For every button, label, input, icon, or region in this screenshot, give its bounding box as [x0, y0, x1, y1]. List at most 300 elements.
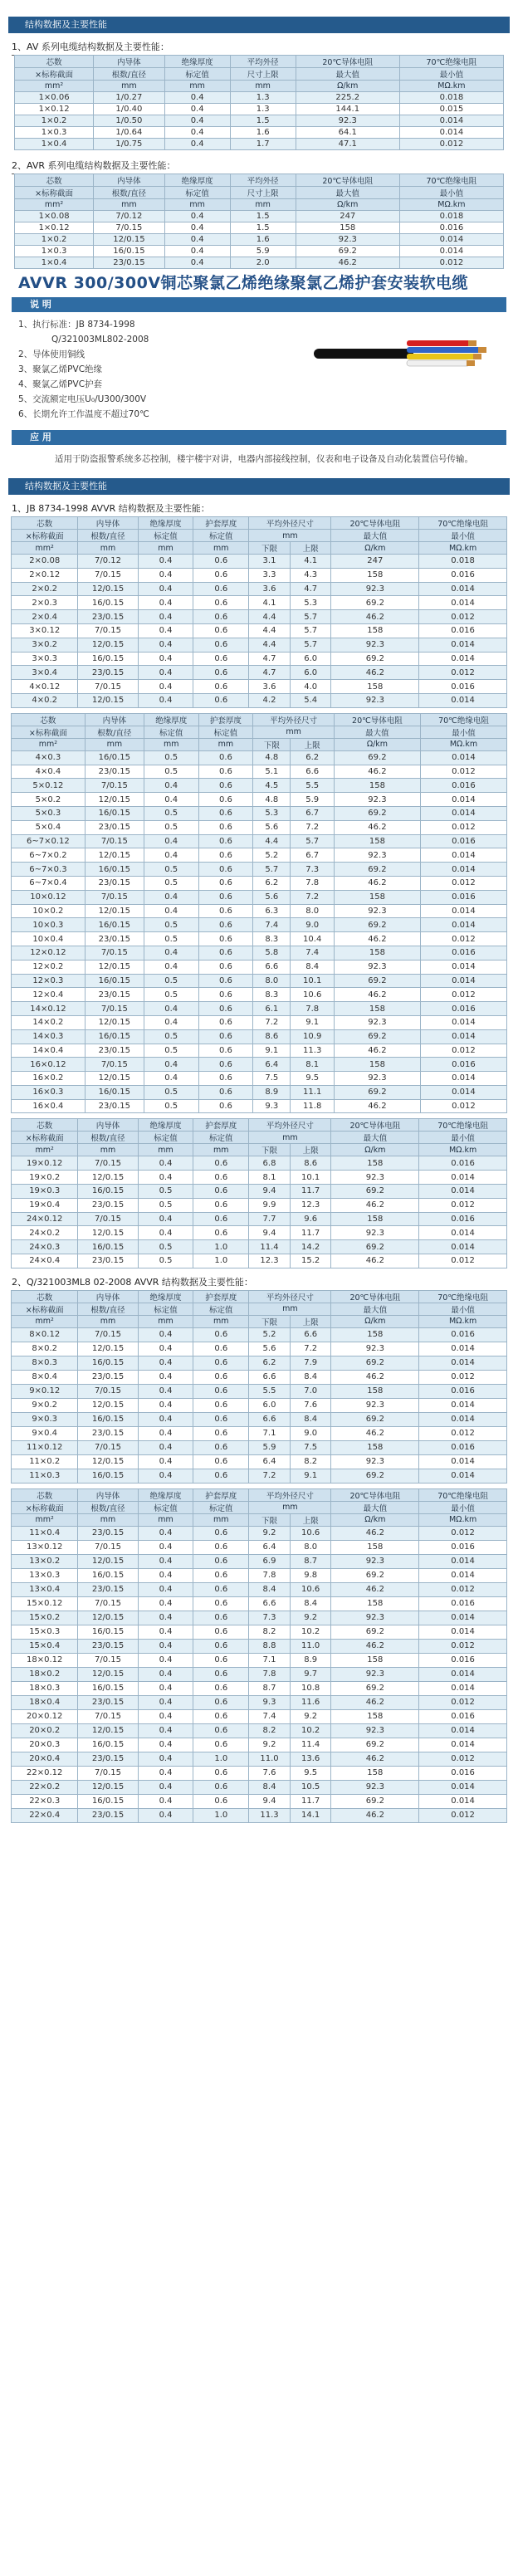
- table-cell: 0.016: [420, 1058, 506, 1072]
- table-cell: 7/0.15: [85, 1002, 144, 1016]
- table-cell: 92.3: [331, 638, 419, 652]
- table-cell: 0.4: [144, 1015, 198, 1029]
- table-cell: 4×0.2: [12, 693, 78, 707]
- table-cell: 9.4: [249, 1185, 291, 1199]
- table-row: [12, 960, 507, 974]
- table-cell: 19×0.3: [12, 1185, 78, 1199]
- table-cell: 8.7: [249, 1681, 291, 1695]
- table-cell: 0.4: [138, 1766, 193, 1780]
- table-cell: 14×0.4: [12, 1044, 86, 1058]
- table-cell: 9.5: [290, 1766, 331, 1780]
- table-cell: 4.3: [290, 568, 331, 582]
- table-cell: 19×0.2: [12, 1171, 78, 1185]
- table-cell: 0.012: [419, 1370, 507, 1384]
- table-row: [12, 596, 507, 610]
- av-table: 芯数 内导体 绝缘厚度 平均外径 20℃导体电阻 70℃绝缘电阻 ×标称截面 根数/直径 标定值 尺寸上限 最大值 最小值 mm² mm mm mm Ω/km MΩ.km 1×0.06 1/0.27 0.4 1.3 225.2 0.018 1×0.12 1/0.40 0.4 1.3 144.1 0.015 1×0.2 1/0.50 0.4 1.5 92.3 0.014 1×0.3 1/0.64 0.4 1.6 64.1 0.014 1×0.4 1/0.75 0.4 1.7 47.1 0.012: [14, 55, 504, 150]
- table-cell: 6.2: [291, 750, 335, 765]
- table-cell: 6.9: [249, 1554, 291, 1568]
- table-row: [12, 1342, 507, 1356]
- table-cell: 46.2: [334, 1044, 420, 1058]
- table-cell: 0.6: [198, 1044, 253, 1058]
- spec-item: 6、长期允许工作温度不超过70℃: [18, 409, 149, 419]
- table-cell: 0.4: [138, 1780, 193, 1794]
- table-cell: 16/0.15: [78, 652, 138, 666]
- table-cell: 0.014: [420, 806, 506, 820]
- table-cell: 7/0.15: [85, 1058, 144, 1072]
- table-cell: 4×0.3: [12, 750, 86, 765]
- table-cell: 0.6: [193, 1469, 249, 1483]
- table-cell: 0.6: [193, 1342, 249, 1356]
- table-cell: 7.3: [249, 1611, 291, 1625]
- table-cell: 9×0.2: [12, 1398, 78, 1412]
- table-cell: 0.012: [419, 1526, 507, 1540]
- table-cell: 0.012: [420, 1099, 506, 1113]
- table-cell: 0.6: [198, 834, 253, 848]
- table-cell: 12/0.15: [85, 1015, 144, 1029]
- table-cell: 0.014: [419, 1681, 507, 1695]
- spec-item: 1、执行标准：JB 8734-1998: [18, 320, 135, 330]
- table-cell: 1×0.08: [15, 211, 94, 222]
- table-cell: 0.6: [193, 1794, 249, 1808]
- table-cell: 1/0.75: [94, 139, 164, 150]
- table-cell: 6.2: [253, 876, 291, 890]
- table-cell: 0.6: [193, 1582, 249, 1596]
- table-cell: 158: [334, 834, 420, 848]
- table-cell: 12/0.15: [78, 1398, 138, 1412]
- table-cell: 158: [331, 1766, 419, 1780]
- table-cell: 3×0.4: [12, 666, 78, 680]
- table-cell: 9×0.4: [12, 1426, 78, 1440]
- table-cell: 92.3: [331, 1667, 419, 1681]
- table-cell: 0.4: [138, 1540, 193, 1554]
- spec-table: 芯数 内导体 绝缘厚度 护套厚度 平均外径尺寸 20℃导体电阻 70℃绝缘电阻 ×标称截面 根数/直径 标定值 标定值 mm 最大值 最小值 mm² mm mm mm 下限 上限 Ω/km MΩ.km 2×0.08 7/0.12 0.4 0.6 3.1 4.1 247 0.018 2×0.12 7/0.15 0.4 0.6 3.3 4.3 158 0.016 2×0.2 12/0.15 0.4 0.6 3.6 4.7 92.3 0.014 2×0.3 16/0.15 0.4 0.6 4.1 5.3 69.2 0.014 2×0.4 23/0.15 0.4 0.6 4.4 5.7 46.2 0.012 3×0.12 7/0.15 0.4 0.6 4.4 5.7 158 0.016 3×0.2 12/0.15 0.4 0.6 4.4 5.7 92.3 0.014 3×0.3 16/0.15 0.4 0.6 4.7 6.0 69.2 0.014 3×0.4 23/0.15 0.4 0.6 4.7 6.0 46.2 0.012 4×0.12 7/0.15 0.4 0.6 3.6 4.0 158 0.016 4×0.2 12/0.15 0.4 0.6 4.2 5.4 92.3 0.014: [11, 516, 507, 708]
- table-cell: 9.5: [291, 1072, 335, 1086]
- table-cell: 20×0.3: [12, 1738, 78, 1752]
- table-cell: 0.014: [419, 1342, 507, 1356]
- table-cell: 7/0.15: [94, 222, 164, 234]
- table-cell: 6~7×0.3: [12, 863, 86, 877]
- table-cell: 23/0.15: [78, 1526, 138, 1540]
- table-cell: 0.6: [193, 1156, 249, 1171]
- table-cell: 4.2: [249, 693, 291, 707]
- table-row: [12, 1212, 507, 1226]
- table-cell: 5.5: [249, 1384, 291, 1398]
- table-cell: 0.014: [419, 1723, 507, 1738]
- table-cell: 69.2: [331, 1568, 419, 1582]
- table-row: [12, 1398, 507, 1412]
- table-row: [12, 1568, 507, 1582]
- table-row: [12, 1780, 507, 1794]
- table-cell: 6.0: [290, 652, 331, 666]
- table-cell: 15×0.4: [12, 1639, 78, 1653]
- table-cell: 0.4: [138, 1156, 193, 1171]
- table-cell: 0.4: [144, 1058, 198, 1072]
- table-cell: 6.6: [290, 1327, 331, 1342]
- table-cell: 16/0.15: [78, 1412, 138, 1426]
- table-cell: 4.4: [253, 834, 291, 848]
- table-cell: 10.2: [290, 1723, 331, 1738]
- table-cell: 0.6: [198, 793, 253, 807]
- table-cell: 0.4: [138, 1625, 193, 1639]
- table-cell: 0.4: [164, 139, 230, 150]
- table-cell: 10×0.3: [12, 918, 86, 932]
- table-cell: 0.4: [138, 568, 193, 582]
- table-cell: 0.014: [419, 1412, 507, 1426]
- table-cell: 7/0.15: [78, 623, 138, 638]
- table-cell: 69.2: [334, 806, 420, 820]
- table-cell: 5×0.12: [12, 779, 86, 793]
- table-cell: 0.6: [193, 1596, 249, 1611]
- table-cell: 0.6: [193, 1653, 249, 1667]
- table-cell: 0.5: [144, 876, 198, 890]
- spec-item: 2、导体使用铜线: [18, 349, 86, 359]
- table-cell: 0.6: [198, 932, 253, 946]
- table-cell: 1.5: [230, 115, 296, 127]
- table-cell: 0.014: [399, 234, 503, 246]
- table-cell: 0.4: [138, 1611, 193, 1625]
- table-cell: 6.7: [291, 848, 335, 863]
- table-cell: 0.6: [193, 1198, 249, 1212]
- table-cell: 0.012: [419, 1639, 507, 1653]
- table-cell: 225.2: [296, 92, 399, 104]
- table-row: [12, 848, 507, 863]
- table-cell: 16/0.15: [78, 1469, 138, 1483]
- table-cell: 8.4: [290, 1596, 331, 1611]
- table-cell: 16/0.15: [78, 1625, 138, 1639]
- table-cell: 0.4: [138, 1454, 193, 1469]
- spec-table: 芯数 内导体 绝缘厚度 护套厚度 平均外径尺寸 20℃导体电阻 70℃绝缘电阻 ×标称截面 根数/直径 标定值 标定值 mm 最大值 最小值 mm² mm mm mm 下限 上限 Ω/km MΩ.km 11×0.4 23/0.15 0.4 0.6 9.2 10.6 46.2 0.012 13×0.12 7/0.15 0.4 0.6 6.4 8.0 158 0.016 13×0.2 12/0.15 0.4 0.6 6.9 8.7 92.3 0.014 13×0.3 16/0.15 0.4 0.6 7.8 9.8 69.2 0.014 13×0.4 23/0.15 0.4 0.6 8.4 10.6 46.2 0.012 15×0.12 7/0.15 0.4 0.6 6.6 8.4 158 0.016 15×0.2 12/0.15 0.4 0.6 7.3 9.2 92.3 0.014 15×0.3 16/0.15 0.4 0.6 8.2 10.2 69.2 0.014 15×0.4 23/0.15 0.4 0.6 8.8 11.0 46.2 0.012 18×0.12 7/0.15 0.4 0.6 7.1 8.9 158 0.016 18×0.2 12/0.15 0.4 0.6 7.8 9.7 92.3 0.014 18×0.3 16/0.15 0.4 0.6 8.7 10.8 69.2 0.014 18×0.4 23/0.15 0.4 0.6 9.3 11.6 46.2 0.012 20×0.12 7/0.15 0.4 0.6 7.4 9.2 158 0.016 20×0.2 12/0.15 0.4 0.6 8.2 10.2 92.3 0.014 20×0.3 16/0.15 0.4 0.6 9.2 11.4 69.2 0.014 20×0.4 23/0.15 0.4 1.0 11.0 13.6 46.2 0.012 22×0.12 7/0.15 0.4 0.6 7.6 9.5 158 0.016 22×0.2 12/0.15 0.4 0.6 8.4 10.5 92.3 0.014 22×0.3 16/0.15 0.4 0.6 9.4 11.7 69.2 0.014 22×0.4 23/0.15 0.4 1.0 11.3 14.1 46.2 0.012: [11, 1488, 507, 1823]
- table-cell: 1×0.2: [15, 234, 94, 246]
- table-row: [15, 257, 504, 269]
- table-cell: 1/0.40: [94, 104, 164, 115]
- table-cell: 0.4: [138, 1469, 193, 1483]
- table-cell: 0.5: [144, 988, 198, 1002]
- table-cell: 0.018: [399, 92, 503, 104]
- table-cell: 0.014: [420, 793, 506, 807]
- table-cell: 0.4: [144, 1002, 198, 1016]
- table-cell: 0.4: [138, 1384, 193, 1398]
- table-cell: 7.2: [291, 890, 335, 904]
- table-cell: 20×0.4: [12, 1752, 78, 1766]
- table-cell: 0.4: [138, 1752, 193, 1766]
- table-cell: 9.4: [249, 1794, 291, 1808]
- table-cell: 16×0.3: [12, 1085, 86, 1099]
- table-cell: 92.3: [331, 1226, 419, 1240]
- table-cell: 0.6: [193, 652, 249, 666]
- table-cell: 23/0.15: [85, 765, 144, 779]
- table-cell: 0.4: [144, 834, 198, 848]
- table-cell: 7/0.15: [78, 1212, 138, 1226]
- subheading: 1、AV 系列电缆结构数据及主要性能：: [0, 40, 518, 55]
- table-cell: 16/0.15: [85, 863, 144, 877]
- table-cell: 9.2: [249, 1738, 291, 1752]
- table-cell: 0.016: [420, 890, 506, 904]
- table-row: [12, 1254, 507, 1268]
- table-cell: 23/0.15: [78, 666, 138, 680]
- table-cell: 158: [331, 1212, 419, 1226]
- table-cell: 5.9: [230, 246, 296, 257]
- table-cell: 0.4: [138, 1582, 193, 1596]
- table-cell: 6.6: [249, 1596, 291, 1611]
- table-cell: 0.014: [419, 652, 507, 666]
- table-cell: 12.3: [249, 1254, 291, 1268]
- table-cell: 0.6: [198, 946, 253, 960]
- table-cell: 8.2: [249, 1723, 291, 1738]
- table-cell: 1.0: [193, 1240, 249, 1254]
- table-cell: 15×0.12: [12, 1596, 78, 1611]
- table-cell: 12/0.15: [78, 1454, 138, 1469]
- table-cell: 0.6: [198, 1099, 253, 1113]
- table-row: [12, 568, 507, 582]
- table-cell: 0.6: [193, 1681, 249, 1695]
- table-cell: 0.6: [198, 863, 253, 877]
- table-cell: 0.6: [193, 1370, 249, 1384]
- table-row: [12, 1015, 507, 1029]
- table-cell: 0.016: [420, 946, 506, 960]
- table-cell: 0.012: [420, 820, 506, 834]
- table-cell: 0.014: [419, 1794, 507, 1808]
- table-cell: 247: [296, 211, 399, 222]
- table-cell: 0.6: [193, 1384, 249, 1398]
- table-cell: 7.9: [290, 1356, 331, 1370]
- table-cell: 22×0.4: [12, 1808, 78, 1822]
- subheading: 1、JB 8734-1998 AVVR 结构数据及主要性能：: [0, 501, 518, 516]
- table-cell: 23/0.15: [85, 988, 144, 1002]
- table-cell: 0.012: [419, 666, 507, 680]
- table-cell: 23/0.15: [78, 1426, 138, 1440]
- table-cell: 6.6: [249, 1412, 291, 1426]
- table-cell: 5.9: [291, 793, 335, 807]
- table-cell: 247: [331, 555, 419, 569]
- table-cell: 8.6: [253, 1029, 291, 1044]
- table-cell: 12/0.15: [94, 234, 164, 246]
- table-cell: 0.014: [420, 848, 506, 863]
- table-cell: 9.7: [290, 1667, 331, 1681]
- table-cell: 0.5: [144, 974, 198, 988]
- table-cell: 23/0.15: [78, 1198, 138, 1212]
- table-cell: 7/0.15: [78, 1156, 138, 1171]
- table-row: [12, 806, 507, 820]
- desc-header: 说 明: [12, 297, 506, 312]
- table-cell: 1.0: [193, 1752, 249, 1766]
- table-row: [12, 1540, 507, 1554]
- table-cell: 7.2: [291, 820, 335, 834]
- table-cell: 0.6: [193, 666, 249, 680]
- table-row: [15, 127, 504, 139]
- table-cell: 5.1: [253, 765, 291, 779]
- table-cell: 5.8: [253, 946, 291, 960]
- table-cell: 13×0.12: [12, 1540, 78, 1554]
- table-cell: 46.2: [331, 1426, 419, 1440]
- table-cell: 14×0.2: [12, 1015, 86, 1029]
- table-cell: 14.1: [290, 1808, 331, 1822]
- table-row: [12, 1226, 507, 1240]
- table-cell: 46.2: [331, 1752, 419, 1766]
- table-cell: 6.4: [253, 1058, 291, 1072]
- table-cell: 0.4: [138, 1212, 193, 1226]
- table-cell: 11.7: [290, 1794, 331, 1808]
- table-cell: 7.8: [249, 1667, 291, 1681]
- table-cell: 7.4: [291, 946, 335, 960]
- table-cell: 158: [334, 1002, 420, 1016]
- table-cell: 0.6: [193, 1426, 249, 1440]
- table-cell: 22×0.12: [12, 1766, 78, 1780]
- table-cell: 9.1: [253, 1044, 291, 1058]
- table-cell: 0.6: [193, 638, 249, 652]
- table-cell: 11×0.4: [12, 1526, 78, 1540]
- table-row: [12, 1171, 507, 1185]
- table-cell: 0.6: [198, 1058, 253, 1072]
- table-cell: 22×0.2: [12, 1780, 78, 1794]
- table-row: [15, 246, 504, 257]
- table-cell: 0.4: [138, 596, 193, 610]
- table-cell: 69.2: [334, 1029, 420, 1044]
- table-cell: 20×0.2: [12, 1723, 78, 1738]
- table-cell: 0.6: [193, 555, 249, 569]
- table-cell: 92.3: [331, 1342, 419, 1356]
- table-cell: 9×0.12: [12, 1384, 78, 1398]
- table-cell: 3.3: [249, 568, 291, 582]
- table-row: [12, 1469, 507, 1483]
- table-cell: 0.6: [193, 1667, 249, 1681]
- table-cell: 1/0.64: [94, 127, 164, 139]
- table-cell: 6.0: [290, 666, 331, 680]
- table-cell: 92.3: [331, 1398, 419, 1412]
- spec-item: 4、聚氯乙烯PVC护套: [18, 379, 103, 389]
- table-row: [12, 1412, 507, 1426]
- table-cell: 0.6: [198, 890, 253, 904]
- table-cell: 0.016: [419, 1653, 507, 1667]
- table-cell: 46.2: [331, 1370, 419, 1384]
- table-cell: 158: [331, 623, 419, 638]
- table-cell: 92.3: [334, 1072, 420, 1086]
- table-cell: 46.2: [334, 932, 420, 946]
- table-cell: 11.3: [291, 1044, 335, 1058]
- table-cell: 69.2: [331, 1794, 419, 1808]
- table-cell: 15×0.2: [12, 1611, 78, 1625]
- table-row: [12, 876, 507, 890]
- table-cell: 6.3: [253, 904, 291, 918]
- table-cell: 8.0: [253, 974, 291, 988]
- table-cell: 7/0.15: [85, 890, 144, 904]
- table-row: [12, 904, 507, 918]
- table-cell: 158: [331, 680, 419, 694]
- table-cell: 7/0.15: [78, 1540, 138, 1554]
- table-cell: 6.0: [249, 1398, 291, 1412]
- table-cell: 3.1: [249, 555, 291, 569]
- table-cell: 0.6: [193, 568, 249, 582]
- table-cell: 0.4: [138, 666, 193, 680]
- table-row: [12, 693, 507, 707]
- table-cell: 0.016: [419, 680, 507, 694]
- spec-item: 3、聚氯乙烯PVC绝缘: [18, 364, 103, 374]
- table-cell: 0.6: [198, 876, 253, 890]
- table-cell: 0.018: [399, 211, 503, 222]
- table-cell: 158: [296, 222, 399, 234]
- table-cell: 13×0.4: [12, 1582, 78, 1596]
- table-cell: 0.014: [419, 1185, 507, 1199]
- table-row: [12, 974, 507, 988]
- table-cell: 9.0: [291, 918, 335, 932]
- table-cell: 5.7: [290, 610, 331, 624]
- table-cell: 16×0.4: [12, 1099, 86, 1113]
- table-cell: 7.7: [249, 1212, 291, 1226]
- table-cell: 1.3: [230, 92, 296, 104]
- table-cell: 0.6: [193, 1723, 249, 1738]
- table-row: [12, 1240, 507, 1254]
- table-cell: 0.012: [420, 876, 506, 890]
- table-cell: 0.016: [419, 1156, 507, 1171]
- table-cell: 0.014: [419, 1240, 507, 1254]
- table-cell: 0.5: [138, 1185, 193, 1199]
- table-cell: 16/0.15: [78, 1185, 138, 1199]
- table-row: [12, 779, 507, 793]
- table-cell: 16/0.15: [85, 750, 144, 765]
- table-cell: 8.2: [290, 1454, 331, 1469]
- table-cell: 16/0.15: [78, 1568, 138, 1582]
- table-cell: 92.3: [331, 582, 419, 596]
- table-cell: 0.4: [164, 104, 230, 115]
- table-cell: 0.4: [138, 1171, 193, 1185]
- table-cell: 0.015: [399, 104, 503, 115]
- table-cell: 0.5: [138, 1198, 193, 1212]
- table-cell: 22×0.3: [12, 1794, 78, 1808]
- spec-table: 芯数 内导体 绝缘厚度 护套厚度 平均外径尺寸 20℃导体电阻 70℃绝缘电阻 ×标称截面 根数/直径 标定值 标定值 mm 最大值 最小值 mm² mm mm mm 下限 上限 Ω/km MΩ.km 8×0.12 7/0.15 0.4 0.6 5.2 6.6 158 0.016 8×0.2 12/0.15 0.4 0.6 5.6 7.2 92.3 0.014 8×0.3 16/0.15 0.4 0.6 6.2 7.9 69.2 0.014 8×0.4 23/0.15 0.4 0.6 6.6 8.4 46.2 0.012 9×0.12 7/0.15 0.4 0.6 5.5 7.0 158 0.016 9×0.2 12/0.15 0.4 0.6 6.0 7.6 92.3 0.014 9×0.3 16/0.15 0.4 0.6 6.6 8.4 69.2 0.014 9×0.4 23/0.15 0.4 0.6 7.1 9.0 46.2 0.012 11×0.12 7/0.15 0.4 0.6 5.9 7.5 158 0.016 11×0.2 12/0.15 0.4 0.6 6.4 8.2 92.3 0.014 11×0.3 16/0.15 0.4 0.6 7.2 9.1 69.2 0.014: [11, 1290, 507, 1484]
- table-cell: 46.2: [296, 257, 399, 269]
- table-cell: 10.4: [291, 932, 335, 946]
- table-cell: 69.2: [331, 1681, 419, 1695]
- table-cell: 6.2: [249, 1356, 291, 1370]
- table-cell: 6~7×0.2: [12, 848, 86, 863]
- table-cell: 4.7: [249, 666, 291, 680]
- table-row: [12, 582, 507, 596]
- table-cell: 0.016: [420, 779, 506, 793]
- table-cell: 18×0.4: [12, 1695, 78, 1709]
- table-cell: 0.018: [419, 555, 507, 569]
- table-cell: 7.1: [249, 1653, 291, 1667]
- table-cell: 7/0.15: [78, 1766, 138, 1780]
- table-cell: 46.2: [334, 765, 420, 779]
- table-cell: 1.6: [230, 234, 296, 246]
- table-row: [12, 1156, 507, 1171]
- table-cell: 3×0.12: [12, 623, 78, 638]
- table-cell: 4×0.4: [12, 765, 86, 779]
- table-cell: 0.6: [193, 1540, 249, 1554]
- table-cell: 12/0.15: [85, 1072, 144, 1086]
- table-cell: 18×0.3: [12, 1681, 78, 1695]
- table-cell: 0.016: [419, 1596, 507, 1611]
- table-cell: 69.2: [331, 1412, 419, 1426]
- table-cell: 4.1: [290, 555, 331, 569]
- table-cell: 0.4: [144, 904, 198, 918]
- table-cell: 0.014: [419, 1738, 507, 1752]
- table-cell: 9.1: [291, 1015, 335, 1029]
- table-cell: 16/0.15: [94, 246, 164, 257]
- table-cell: 0.4: [138, 582, 193, 596]
- table-cell: 158: [334, 946, 420, 960]
- table-cell: 16/0.15: [85, 918, 144, 932]
- table-cell: 69.2: [331, 1185, 419, 1199]
- table-cell: 0.6: [193, 1709, 249, 1723]
- table-cell: 0.4: [138, 1440, 193, 1454]
- table-cell: 8.8: [249, 1639, 291, 1653]
- table-cell: 12×0.4: [12, 988, 86, 1002]
- table-cell: 0.016: [420, 834, 506, 848]
- table-cell: 8.4: [290, 1412, 331, 1426]
- table-cell: 12/0.15: [78, 1171, 138, 1185]
- table-cell: 12×0.2: [12, 960, 86, 974]
- table-cell: 11.0: [290, 1639, 331, 1653]
